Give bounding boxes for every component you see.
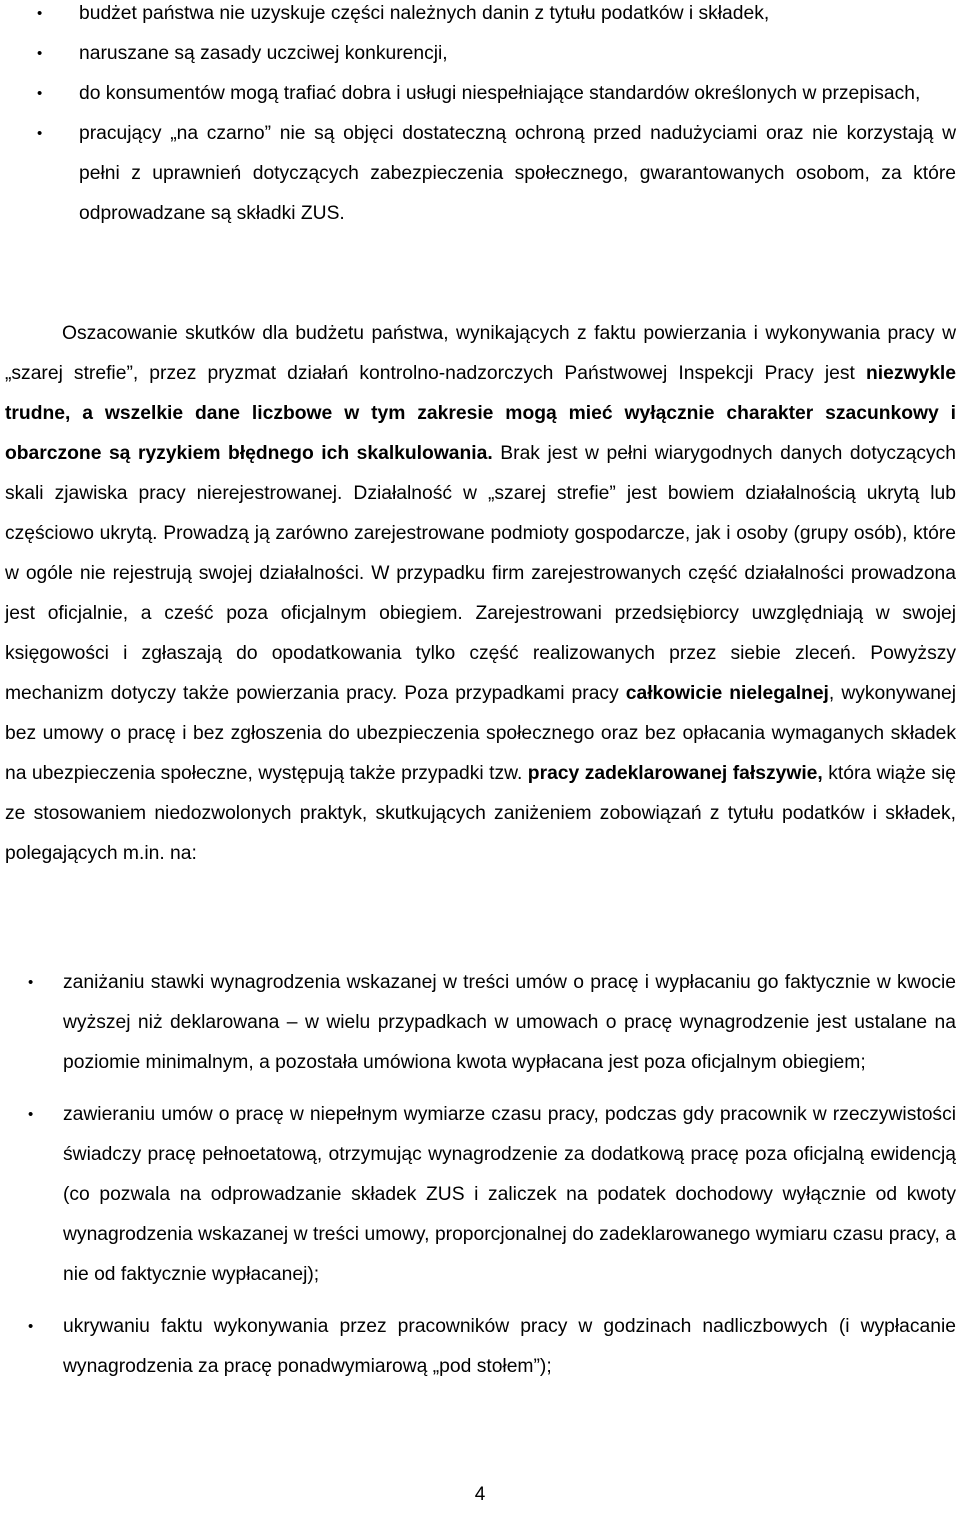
list-item (28, 963, 956, 1083)
list-item (28, 1307, 956, 1387)
list-item (37, 114, 956, 234)
list-item (28, 1095, 956, 1295)
bullet-icon: • (37, 85, 43, 102)
list-item (37, 34, 956, 74)
paragraph-text: która wiąże się ze stosowaniem niedozwolonych praktyk, skutkujących zaniżeniem zobowiązań z tytułu podatków i składek, polegających m.in. na: (5, 763, 956, 864)
bottom-bullet-list (28, 963, 956, 1387)
body-paragraph (5, 314, 956, 874)
list-item-text: do konsumentów mogą trafiać dobra i usługi niespełniające standardów określonych w przepisach, (79, 83, 921, 104)
list-item (37, 0, 956, 34)
bullet-icon: • (37, 125, 43, 142)
paragraph-bold-text: pracy zadeklarowanej fałszywie, (527, 763, 823, 784)
bullet-icon: • (37, 45, 43, 62)
list-item-text: ukrywaniu faktu wykonywania przez pracowników pracy w godzinach nadliczbowych (i wypłacanie wynagrodzenia za pracę ponadwymiarową „pod stołem”); (63, 1316, 956, 1377)
bullet-icon: • (28, 974, 34, 991)
list-item-text: naruszane są zasady uczciwej konkurencji, (79, 43, 448, 64)
list-item-text: zaniżaniu stawki wynagrodzenia wskazanej w treści umów o pracę i wypłacaniu go faktycznie w kwocie wyższej niż deklarowana – w wielu przypadkach w umowach o pracę wynagrodzenie jest ustalane na poziomie minimalnym, a pozostała umówiona kwota wypłacana jest poza oficjalnym obiegiem; (63, 972, 956, 1073)
bullet-icon: • (28, 1318, 34, 1335)
paragraph-bold-text: całkowicie nielegalnej (625, 683, 829, 704)
list-item (37, 74, 956, 114)
paragraph-text: Oszacowanie skutków dla budżetu państwa, wynikających z faktu powierzania i wykonywania pracy w „szarej strefie”, przez pryzmat działań kontrolno-nadzorczych Państwowej Inspekcji Pracy jest (5, 323, 956, 384)
bullet-icon: • (37, 5, 43, 22)
paragraph-text: Brak jest w pełni wiarygodnych danych dotyczących skali zjawiska pracy nierejestrowanej. Działalność w „szarej strefie” jest bowiem działalnością ukrytą lub częściowo ukrytą. Prowadzą ją zarówno zarejestrowane podmioty gospodarcze, jak i osoby (grupy osób), które w ogóle nie rejestrują swojej działalności. W przypadku firm zarejestrowanych część działalności prowadzona jest oficjalnie, a cześć poza oficjalnym obiegiem. Zarejestrowani przedsiębiorcy uwzględniają w swojej księgowości i zgłaszają do opodatkowania tylko część realizowanych przez siebie zleceń. Powyższy mechanizm dotyczy także powierzania pracy. Poza przypadkami pracy (5, 443, 956, 704)
paragraph-bold-text: niezwykle trudne, a wszelkie dane liczbowe w tym zakresie mogą mieć wyłącznie charakter szacunkowy i obarczone są ryzykiem błędnego ich skalkulowania. (5, 363, 956, 464)
top-bullet-list (37, 0, 956, 234)
list-item-text: zawieraniu umów o pracę w niepełnym wymiarze czasu pracy, podczas gdy pracownik w rzeczywistości świadczy pracę pełnoetatową, otrzymując wynagrodzenie za dodatkową pracę poza oficjalną ewidencją (co pozwala na odprowadzanie składek ZUS i zaliczek na podatek dochodowy wyłącznie od kwoty wynagrodzenia wskazanej w treści umowy, proporcjonalnej do zadeklarowanego wymiaru czasu pracy, a nie od faktycznie wypłacanej); (63, 1104, 956, 1285)
paragraph-text: , wykonywanej bez umowy o pracę i bez zgłoszenia do ubezpieczenia społecznego oraz bez opłacania wymaganych składek na ubezpieczenia społeczne, występują także przypadki tzw. (5, 683, 956, 784)
bullet-icon: • (28, 1106, 34, 1123)
list-item-text: pracujący „na czarno” nie są objęci dostateczną ochroną przed nadużyciami oraz nie korzystają w pełni z uprawnień dotyczących zabezpieczenia społecznego, gwarantowanych osobom, za które odprowadzane są składki ZUS. (79, 123, 956, 224)
page-number: 4 (474, 1484, 486, 1505)
list-item-text: budżet państwa nie uzyskuje części należnych danin z tytułu podatków i składek, (79, 3, 770, 24)
